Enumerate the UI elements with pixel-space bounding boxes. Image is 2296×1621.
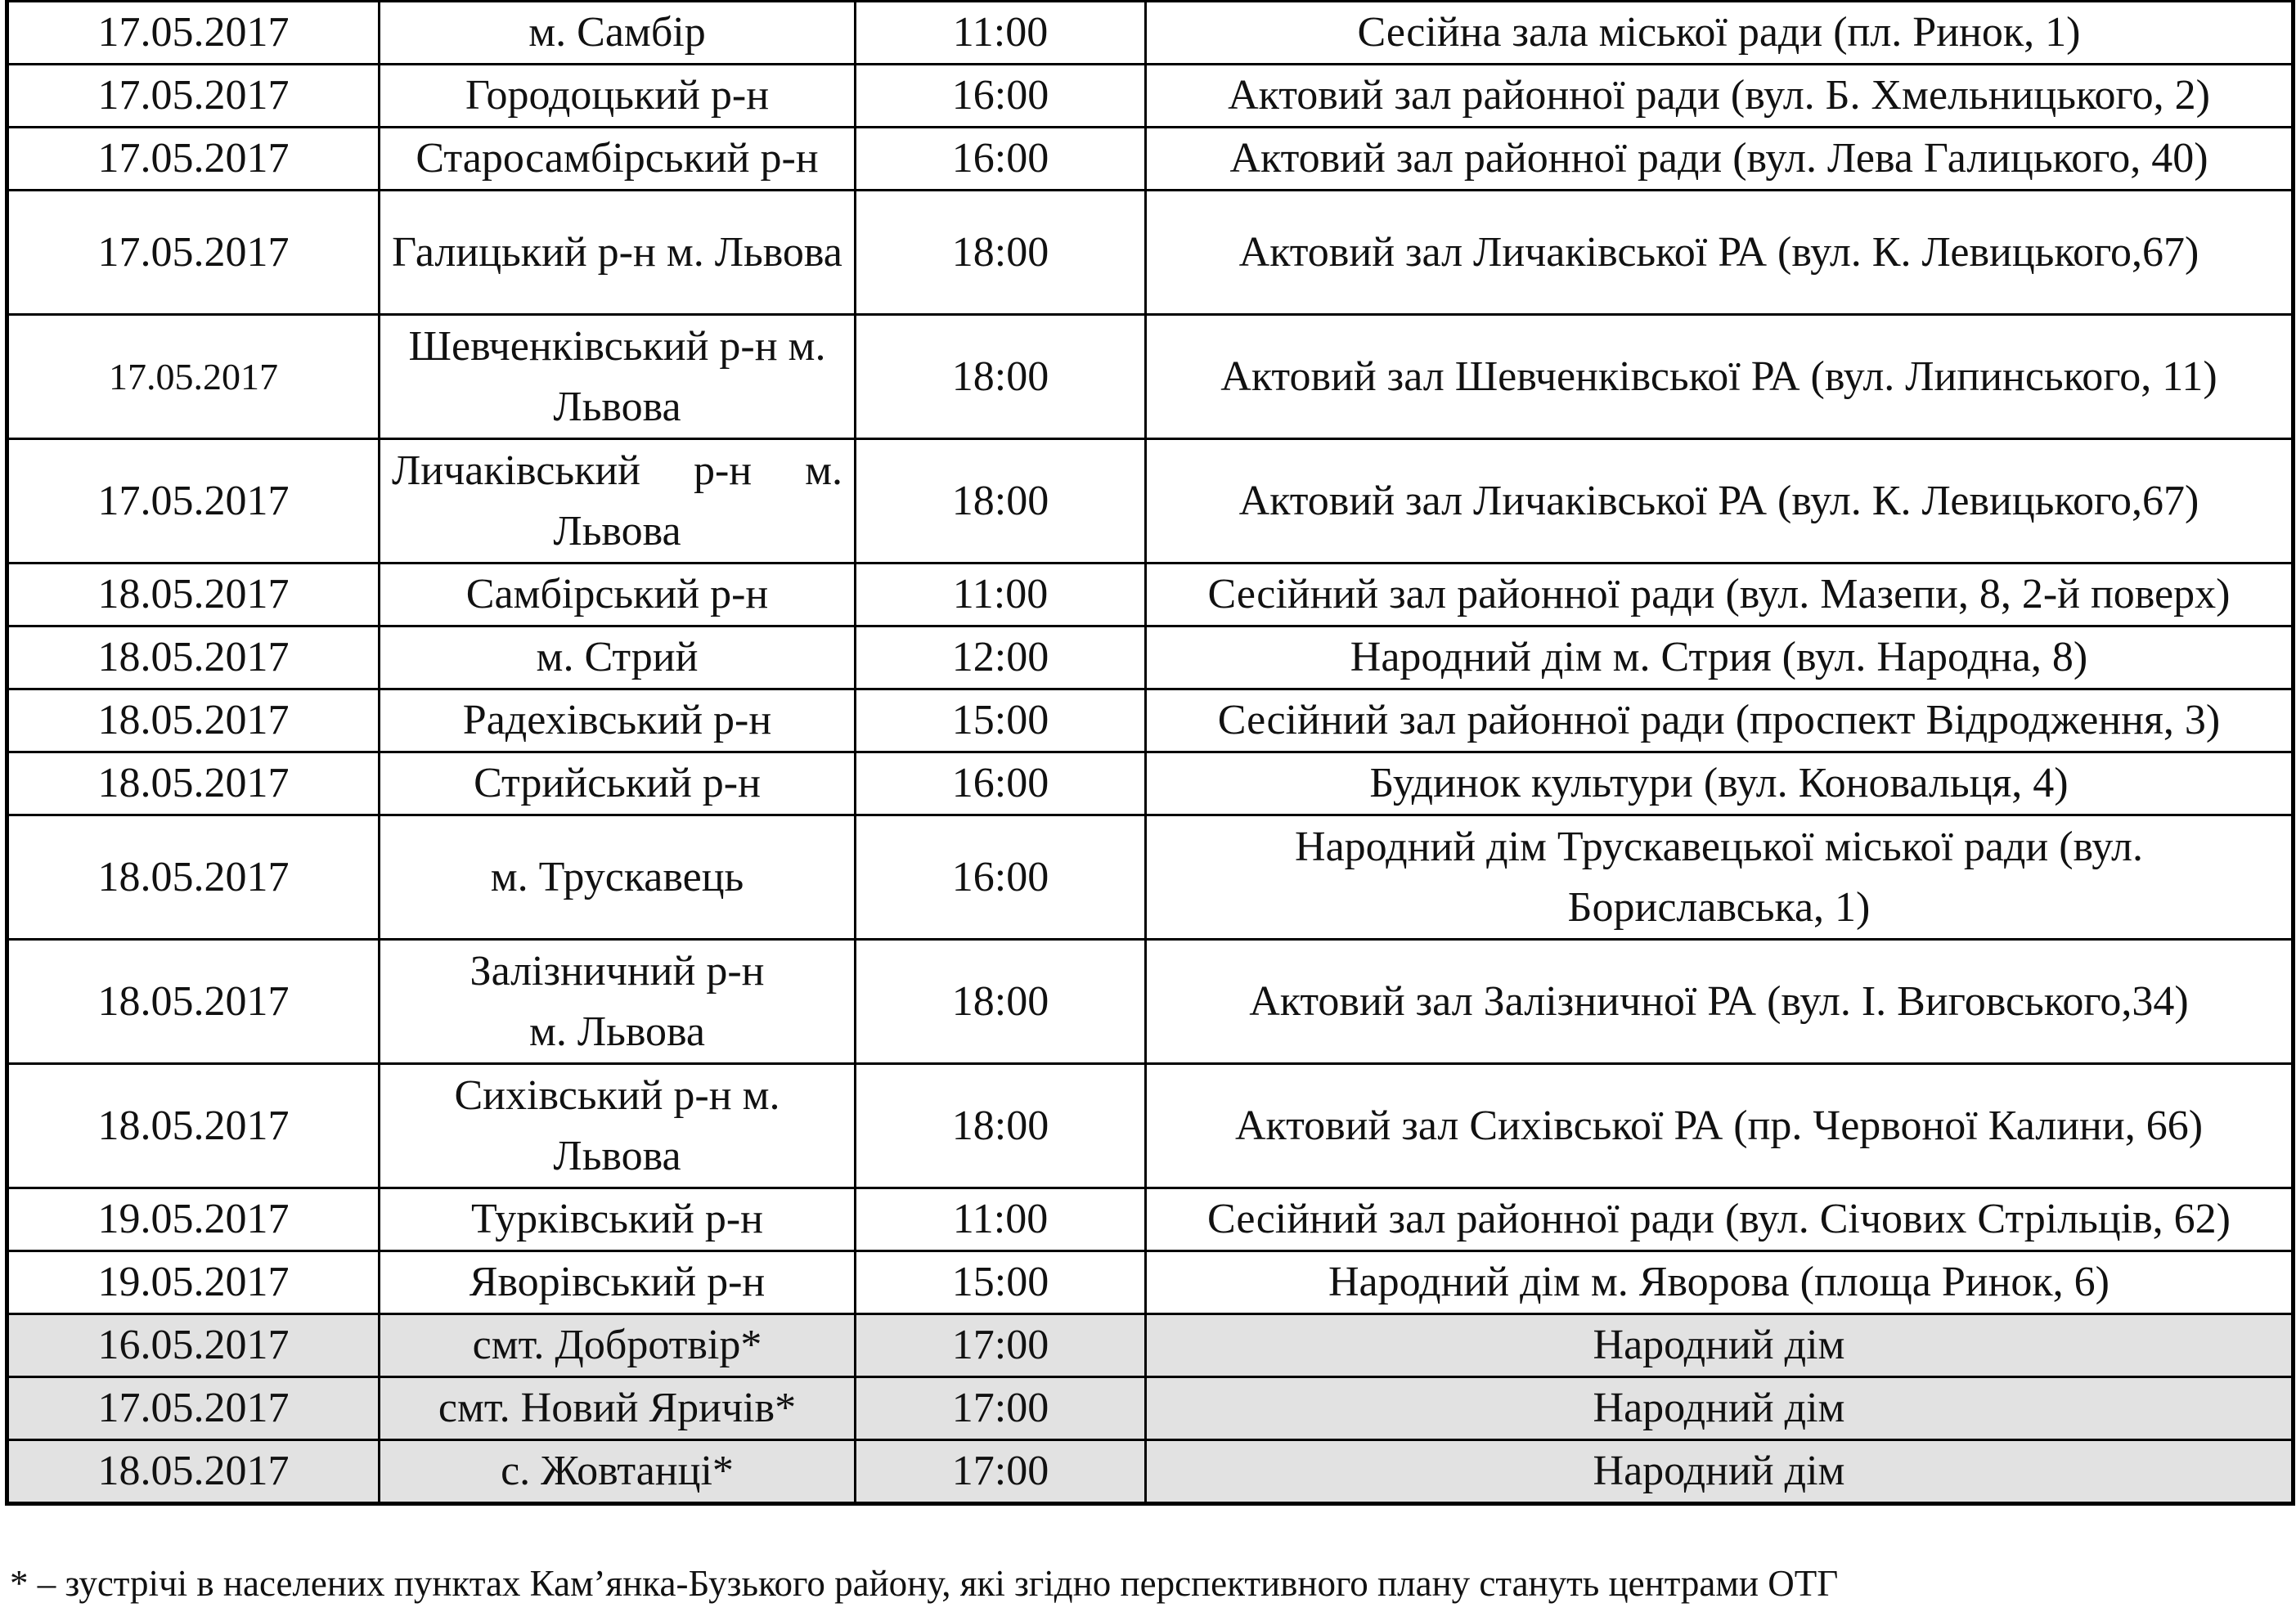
- time-cell: 18:00: [856, 940, 1146, 1064]
- date-cell: 18.05.2017: [7, 1064, 380, 1188]
- date-cell: 17.05.2017: [7, 439, 380, 564]
- place-cell: Личаківський р-н м. Львова: [380, 439, 856, 564]
- place-cell: м. Трускавець: [380, 815, 856, 940]
- date-cell: 18.05.2017: [7, 940, 380, 1064]
- time-cell: 17:00: [856, 1440, 1146, 1504]
- venue-cell: Актовий зал Шевченківської РА (вул. Липинського, 11): [1146, 315, 2294, 439]
- time-cell: 16:00: [856, 128, 1146, 191]
- place-cell: Яворівський р-н: [380, 1251, 856, 1314]
- table-row: [7, 1064, 2294, 1188]
- place-cell: Стрийський р-н: [380, 752, 856, 815]
- footnote: * – зустрічі в населених пунктах Кам’янка-Бузького району, які згідно перспективного плану стануть центрами ОТГ: [10, 1563, 1839, 1604]
- venue-cell: Сесійний зал районної ради (вул. Мазепи, 8, 2-й поверх): [1146, 564, 2294, 626]
- time-cell: 15:00: [856, 689, 1146, 752]
- time-cell: 18:00: [856, 1064, 1146, 1188]
- table-row: [7, 65, 2294, 128]
- time-cell: 11:00: [856, 564, 1146, 626]
- venue-cell: Актовий зал районної ради (вул. Лева Галицького, 40): [1146, 128, 2294, 191]
- place-cell: Городоцький р-н: [380, 65, 856, 128]
- table-row: [7, 689, 2294, 752]
- date-cell: 17.05.2017: [7, 65, 380, 128]
- venue-cell: Будинок культури (вул. Коновальця, 4): [1146, 752, 2294, 815]
- place-cell: Шевченківський р-н м. Львова: [380, 315, 856, 439]
- place-cell: м. Стрий: [380, 626, 856, 689]
- venue-cell: Сесійна зала міської ради (пл. Ринок, 1): [1146, 2, 2294, 65]
- venue-cell: Народний дім: [1146, 1440, 2294, 1504]
- venue-cell: Актовий зал Личаківської РА (вул. К. Левицького,67): [1146, 191, 2294, 315]
- time-cell: 16:00: [856, 752, 1146, 815]
- time-cell: 11:00: [856, 2, 1146, 65]
- time-cell: 18:00: [856, 439, 1146, 564]
- venue-cell: Народний дім: [1146, 1377, 2294, 1440]
- place-cell: Турківський р-н: [380, 1188, 856, 1251]
- meetings-schedule-table: [5, 0, 2295, 1506]
- venue-cell: Народний дім м. Стрия (вул. Народна, 8): [1146, 626, 2294, 689]
- date-cell: 18.05.2017: [7, 752, 380, 815]
- table-row-highlighted: [7, 1314, 2294, 1377]
- date-cell: 19.05.2017: [7, 1188, 380, 1251]
- table-row: [7, 815, 2294, 940]
- date-cell: 17.05.2017: [7, 1377, 380, 1440]
- venue-cell: Актовий зал Личаківської РА (вул. К. Левицького,67): [1146, 439, 2294, 564]
- time-cell: 11:00: [856, 1188, 1146, 1251]
- table-row: [7, 626, 2294, 689]
- venue-cell: Актовий зал районної ради (вул. Б. Хмельницького, 2): [1146, 65, 2294, 128]
- venue-cell: Народний дім м. Яворова (площа Ринок, 6): [1146, 1251, 2294, 1314]
- time-cell: 16:00: [856, 65, 1146, 128]
- table-row-highlighted: [7, 1440, 2294, 1504]
- venue-cell: Актовий зал Сихівської РА (пр. Червоної Калини, 66): [1146, 1064, 2294, 1188]
- table-row: [7, 315, 2294, 439]
- table-row: [7, 439, 2294, 564]
- venue-cell: Сесійний зал районної ради (вул. Січових Стрільців, 62): [1146, 1188, 2294, 1251]
- venue-cell: Сесійний зал районної ради (проспект Відродження, 3): [1146, 689, 2294, 752]
- table-row: [7, 128, 2294, 191]
- time-cell: 18:00: [856, 315, 1146, 439]
- table-row: [7, 2, 2294, 65]
- table-row: [7, 564, 2294, 626]
- date-cell: 18.05.2017: [7, 689, 380, 752]
- table-row: [7, 1251, 2294, 1314]
- date-cell: 18.05.2017: [7, 626, 380, 689]
- venue-cell: Актовий зал Залізничної РА (вул. І. Виговського,34): [1146, 940, 2294, 1064]
- place-cell: с. Жовтанці*: [380, 1440, 856, 1504]
- place-cell: смт. Новий Яричів*: [380, 1377, 856, 1440]
- venue-cell: Народний дім Трускавецької міської ради (вул. Бориславська, 1): [1146, 815, 2294, 940]
- time-cell: 12:00: [856, 626, 1146, 689]
- time-cell: 15:00: [856, 1251, 1146, 1314]
- table-row: [7, 191, 2294, 315]
- table-row: [7, 752, 2294, 815]
- place-cell: Галицький р-н м. Львова: [380, 191, 856, 315]
- time-cell: 17:00: [856, 1314, 1146, 1377]
- place-cell: смт. Добротвір*: [380, 1314, 856, 1377]
- place-cell: Залізничний р-н м. Львова: [380, 940, 856, 1064]
- place-cell: Сихівський р-н м. Львова: [380, 1064, 856, 1188]
- date-cell: 17.05.2017: [7, 2, 380, 65]
- date-cell: 18.05.2017: [7, 1440, 380, 1504]
- time-cell: 17:00: [856, 1377, 1146, 1440]
- table-row-highlighted: [7, 1377, 2294, 1440]
- place-cell: Радехівський р-н: [380, 689, 856, 752]
- date-cell: 17.05.2017: [7, 128, 380, 191]
- date-cell: 18.05.2017: [7, 815, 380, 940]
- table-row: [7, 1188, 2294, 1251]
- date-cell: 16.05.2017: [7, 1314, 380, 1377]
- table-row: [7, 940, 2294, 1064]
- place-cell: Старосамбірський р-н: [380, 128, 856, 191]
- date-cell: 17.05.2017: [7, 191, 380, 315]
- date-cell: 18.05.2017: [7, 564, 380, 626]
- date-cell: 17.05.2017: [7, 315, 380, 439]
- place-cell: м. Самбір: [380, 2, 856, 65]
- place-cell: Самбірський р-н: [380, 564, 856, 626]
- time-cell: 16:00: [856, 815, 1146, 940]
- time-cell: 18:00: [856, 191, 1146, 315]
- venue-cell: Народний дім: [1146, 1314, 2294, 1377]
- date-cell: 19.05.2017: [7, 1251, 380, 1314]
